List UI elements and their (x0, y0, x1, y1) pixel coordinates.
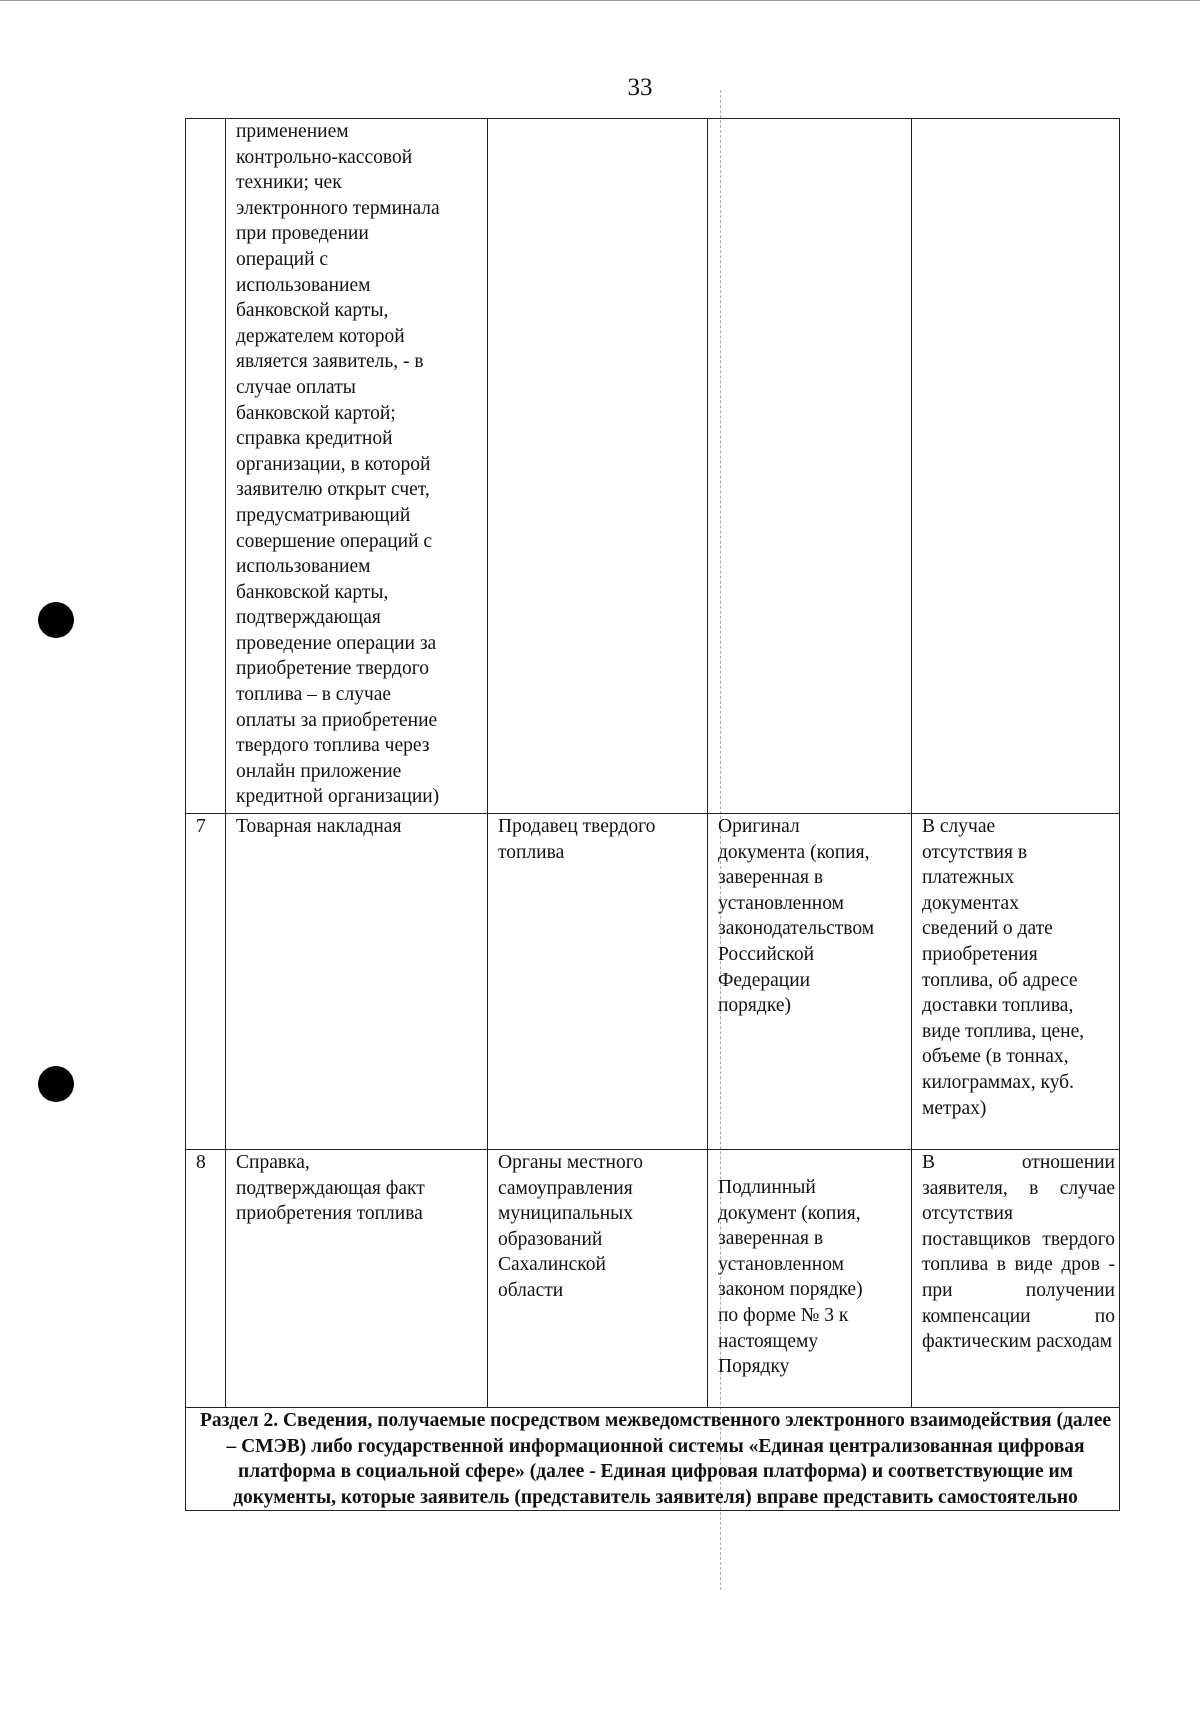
row-number-cell (186, 119, 226, 814)
document-note-cell: В отношении заявителя, в случае отсутствия поставщиков твердого топлива в виде дров - при получении компенсации по фактическим расходам (912, 1150, 1120, 1408)
document-form-cell (708, 1150, 912, 1408)
row-number-cell: 7 (186, 814, 226, 1150)
punch-hole-bottom (38, 1066, 74, 1102)
document-form-cell (708, 119, 912, 814)
document-source-cell: Продавец твердого топлива (488, 814, 708, 1150)
punch-hole-top (38, 602, 74, 638)
document-source-cell: Органы местного самоуправления муниципальных образований Сахалинской области (488, 1150, 708, 1408)
section-2-heading: Раздел 2. Сведения, получаемые посредством межведомственного электронного взаимодействия (далее – СМЭВ) либо государственной информационной системы «Единая централизованная цифровая платформа в социальной сфере» (далее - Единая цифровая платформа) и соответствующие им документы, которые заявитель (представитель заявителя) вправе представить самостоятельно (186, 1408, 1120, 1511)
table-row-8 (186, 1150, 1120, 1408)
document-name-cell: Справка, подтверждающая факт приобретения топлива (226, 1150, 488, 1408)
document-note-cell (912, 119, 1120, 814)
document-source-cell (488, 119, 708, 814)
row-number-cell: 8 (186, 1150, 226, 1408)
document-name-cell: Товарная накладная (226, 814, 488, 1150)
document-form-text: Подлинный документ (копия, заверенная в установленном законом порядке) по форме № 3 к настоящему Порядку (718, 1177, 863, 1378)
scan-top-edge (0, 0, 1200, 1)
document-note-cell: В случае отсутствия в платежных документах сведений о дате приобретения топлива, об адресе доставки топлива, виде топлива, цене, объеме (в тоннах, килограммах, куб. метрах) (912, 814, 1120, 1150)
table-row-continuation (186, 119, 1120, 814)
document-name-cell: применением контрольно-кассовой техники; чек электронного терминала при проведении операций с использованием банковской карты, держателем которой является заявитель, - в случае оплаты банковской картой; справка кредитной организации, в которой заявителю открыт счет, предусматривающий совершение операций с использованием банковской карты, подтверждающая проведение операции за приобретение твердого топлива – в случае оплаты за приобретение твердого топлива через онлайн приложение кредитной организации) (226, 119, 488, 814)
page-number: 33 (627, 74, 653, 101)
table-row-7 (186, 814, 1120, 1150)
document-form-cell: Оригинал документа (копия, заверенная в установленном законодательством Российской Федерации порядке) (708, 814, 912, 1150)
section-heading-row (186, 1408, 1120, 1511)
documents-table (185, 118, 1120, 1511)
